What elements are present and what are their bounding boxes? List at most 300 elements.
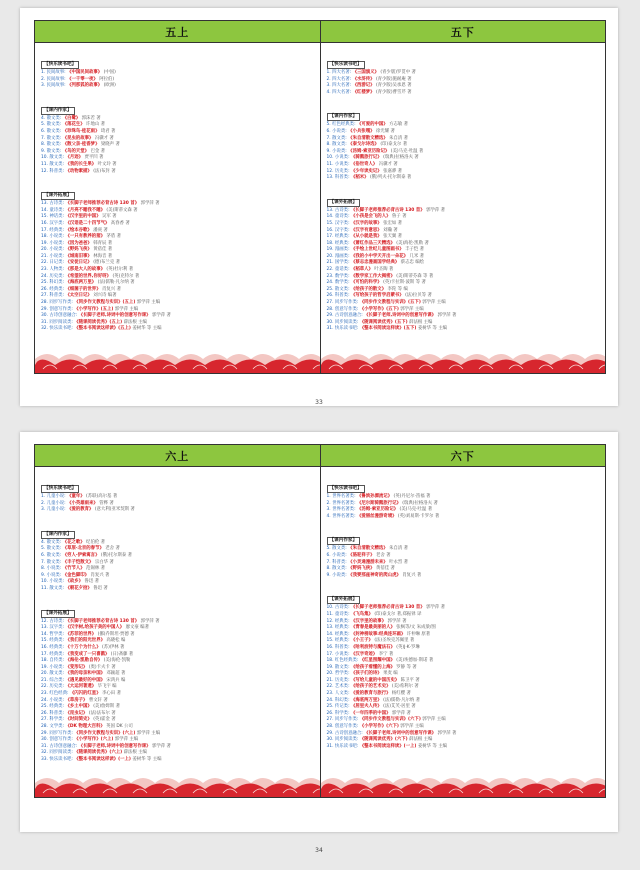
book-title: 《小英雄雨来》 (67, 500, 98, 506)
book-title: 《遇见最好的中国》 (65, 677, 105, 683)
book-title: 《给孩子看懂的上海》 (350, 664, 395, 670)
book-category: 小说类: (332, 572, 347, 578)
book-list-item (41, 553, 314, 560)
book-author: 薛法根 主编 (409, 319, 433, 325)
item-number: 18. (326, 240, 334, 246)
book-list-item (327, 553, 600, 560)
book-category: 汉字类: (334, 220, 350, 226)
book-author: 薛法根 主编 (123, 319, 147, 325)
book-list-item (41, 122, 314, 129)
book-title: 《可爱的中国》 (356, 122, 388, 128)
book-author: 郭学萍 著 (151, 743, 171, 749)
book-category: 散文类: (332, 546, 347, 552)
book-title: 《给孩子的散文》 (350, 286, 387, 292)
item-number: 2. (326, 76, 331, 82)
book-list-item (41, 494, 314, 501)
book-title: 《十万个为什么》 (65, 644, 101, 650)
book-author: (美)海伦·凯勒 (103, 658, 131, 664)
book-category: 小说类: (332, 128, 347, 134)
book-author: 宗白华 著 (94, 559, 114, 565)
book-author: (青少版)罗贯中 著 (380, 70, 416, 75)
book-title: 《居里夫人传》 (350, 704, 382, 710)
item-number: 9. (41, 572, 46, 578)
book-title: 《小学写作》(六下) (359, 724, 399, 730)
book-category: 同步阅读类: (334, 737, 359, 743)
book-author: (美)詹姆斯 著 (93, 704, 120, 710)
book-list-item (327, 658, 600, 665)
book-title: 《我的母亲和中国》 (65, 671, 105, 677)
grade-column (320, 445, 606, 797)
book-title: 《童年》 (67, 494, 85, 499)
section-title: 【课内作家】 (41, 107, 75, 115)
item-number: 15. (41, 214, 48, 220)
book-category: 散文类: (46, 148, 62, 154)
book-list-item (327, 122, 600, 129)
book-title: 《安徒日记》 (65, 260, 92, 266)
book-title: 《野妈飞侠》 (348, 566, 375, 572)
book-author: 阿拉伯) (99, 76, 115, 82)
section-title: 【课外拓展】 (41, 192, 75, 200)
book-author: (德)布兰克 著 (93, 260, 120, 266)
book-category: 同步写作类: (49, 730, 73, 736)
item-number: 27. (326, 717, 334, 723)
book-author: 郭学萍 主编 (136, 730, 161, 736)
book-category: 科普类: (49, 293, 65, 299)
book-title: 《随课阅读优秀》(六下) (359, 737, 408, 743)
book-category: 散文类: (46, 546, 62, 552)
book-category: 古诗创意融合: (49, 313, 78, 319)
section-title: 【快乐读书吧】 (41, 61, 79, 69)
list-section (327, 585, 600, 750)
book-title: 《穷人·伊索寓言》 (62, 552, 100, 558)
item-number: 10. (326, 605, 334, 611)
book-title: 《我们的阳光世界》 (65, 638, 105, 644)
item-number: 30. (41, 737, 48, 743)
book-list-item (327, 280, 600, 287)
book-title: 《时间简史》 (65, 717, 92, 723)
book-title: 《昆虫的故事》 (62, 135, 94, 141)
book-category: 四大名著: (332, 89, 352, 95)
book-category: 散文类: (46, 135, 62, 141)
item-number: 32. (41, 750, 48, 756)
book-category: 历史类: (49, 684, 65, 690)
book-list-item (41, 757, 314, 764)
book-list-item (327, 638, 600, 645)
item-number: 13. (41, 625, 48, 631)
book-author: (瑞典)拉格洛夫 著 (383, 155, 419, 161)
item-number: 30. (326, 737, 334, 743)
book-title: 《萧红作品三天精选》 (350, 240, 395, 246)
book-title: 《三国演义》 (352, 70, 379, 75)
book-category: 小说类: (49, 240, 65, 246)
book-author: 郭学萍 主编 (114, 306, 139, 312)
item-number: 10. (41, 155, 48, 161)
book-title: 《小孩是会飞的人》 (350, 214, 391, 220)
item-number: 1. (326, 70, 331, 75)
book-list-item (41, 645, 314, 652)
item-number: 7. (326, 135, 331, 141)
item-number: 12. (41, 618, 48, 624)
item-number: 27. (41, 293, 48, 299)
item-number: 24. (41, 273, 48, 279)
book-category: 经典类: (49, 638, 65, 644)
book-author: 廖文豪 编著 (125, 625, 149, 631)
book-title: 《长脚子老师推荐必背古诗 130 首》 (65, 201, 140, 207)
item-number: 1. (41, 70, 46, 75)
book-author: 鲁迅 著 (84, 579, 100, 585)
item-number: 23. (41, 267, 48, 273)
book-category: 历史类: (334, 168, 350, 174)
item-number: 3. (41, 83, 46, 89)
book-author: 琦君 著 (100, 128, 116, 134)
book-title: 《整本书阅读这样读》(一上) (74, 757, 131, 762)
list-section (327, 526, 600, 579)
book-title: 《随课阅读优秀》(五下) (359, 319, 408, 325)
book-category: 散文类: (49, 585, 65, 591)
item-number: 22. (326, 684, 334, 690)
book-author: 贾平凹 著 (84, 155, 104, 161)
book-category: 童诗类: (334, 611, 350, 617)
grade-column (35, 445, 320, 797)
book-list-item (41, 70, 314, 77)
book-title: 《汉字树,给孩子美的中国人》 (65, 625, 125, 631)
book-category: 哲学类: (49, 631, 65, 637)
book-author: (英)杜尔利 著 (106, 267, 134, 273)
book-list-item (327, 612, 600, 619)
book-title: 《骑鹅旅行记》 (350, 155, 382, 161)
book-title: 《一只有教养的猪》 (65, 234, 105, 240)
book-author: (青少版)施耐庵 著 (375, 76, 412, 82)
book-author: (美)海伦·凯勒 著 (396, 240, 429, 246)
item-number: 4. (326, 513, 331, 519)
book-author: 管桦 著 (99, 500, 114, 506)
book-list-item (41, 658, 314, 665)
book-category: 古诗类: (49, 201, 65, 207)
list-section (41, 474, 314, 514)
book-category: 同步阅读类: (334, 319, 359, 325)
book-author: (印)泰戈尔 著,郑振铎 译 (374, 611, 422, 617)
book-author: 肖复兴 著 (102, 286, 121, 292)
book-list-item (327, 221, 600, 228)
book-list-item (41, 737, 314, 744)
book-list-item (41, 129, 314, 136)
item-number: 31. (326, 743, 334, 749)
book-category: 童话类: (334, 267, 350, 273)
item-number: 10. (326, 155, 334, 161)
book-title: 《苏菲的世界》 (65, 631, 97, 637)
document-page (20, 432, 618, 854)
book-title: 《故乡》 (65, 579, 84, 585)
section-title: 【课外拓展】 (327, 596, 361, 604)
book-category: 快乐读书吧: (49, 326, 73, 332)
book-list-item (41, 625, 314, 632)
book-author: (欧洲) (103, 83, 116, 89)
column-body (35, 43, 320, 333)
item-number: 17. (326, 651, 334, 657)
item-number: 2. (41, 76, 46, 82)
book-list-item (327, 645, 600, 652)
book-title: 《同步作文教程与实训》(六下) (359, 717, 421, 723)
book-title: 《散父亲·桂香梦》 (62, 142, 100, 148)
book-list-item (327, 234, 600, 241)
book-author: (俄)托尔斯泰 著 (100, 552, 133, 558)
book-list-item (327, 605, 600, 612)
book-author: 方志敏 著 (389, 122, 409, 128)
book-list-item (327, 704, 600, 711)
book-title: 《鲁滨孙漂流记》 (356, 494, 393, 499)
book-title: 《整本书阅读这样读》(五上) (74, 326, 131, 332)
book-author: 郭学萍 主编 (422, 300, 446, 306)
book-list-item (327, 155, 600, 162)
book-list-item (41, 280, 314, 287)
book-author: 姜树华 等 主编 (417, 743, 447, 749)
book-category: 散文类: (49, 161, 65, 167)
item-number: 25. (326, 704, 334, 710)
book-list-item (41, 267, 314, 274)
book-category: 科幻类: (49, 280, 65, 286)
book-title: 《西游记》 (352, 83, 375, 89)
book-title: 《大运河著遗》 (65, 684, 97, 690)
item-number: 22. (41, 684, 48, 690)
section-title: 【课内作家】 (327, 113, 361, 121)
book-list-item (327, 70, 600, 77)
book-title: 《长脚子老师推荐必背古诗 130 首》 (65, 618, 140, 624)
item-number: 8. (326, 142, 331, 148)
grade-column (320, 21, 606, 373)
book-author: (英)霍金 著 (93, 717, 116, 723)
book-title: 《长脚子老师,诗词中的创意写作课》 (78, 743, 151, 749)
book-list-item (41, 704, 314, 711)
item-number: 8. (41, 566, 46, 572)
book-category: 四大名著: (332, 76, 352, 82)
book-category: 小说类: (46, 572, 62, 578)
book-title: 《DK 物理大百科》 (65, 724, 105, 730)
book-title: 《闪闪的红星》 (69, 691, 101, 697)
item-number: 32. (41, 326, 48, 332)
book-category: 小说类: (332, 148, 347, 154)
book-title: 《俗世奇人》 (350, 161, 378, 167)
book-title: 《昆虫记》 (65, 710, 88, 716)
book-author: (英)卡拉斯·波斯 等 著 (383, 280, 426, 286)
book-category: 漫画类: (334, 247, 350, 253)
book-list-item (327, 724, 600, 731)
book-title: 《哈利波特与魔法石》 (350, 644, 395, 650)
book-category: 散文类: (46, 142, 62, 148)
book-author: 朱自清 著 (389, 135, 409, 141)
item-number: 7. (41, 559, 46, 565)
book-author: 毕飞宇 编 (97, 684, 117, 690)
book-list-item (41, 201, 314, 208)
book-category: 红色经典: (49, 691, 69, 697)
book-category: 艺术类: (334, 684, 350, 690)
book-category: 历史类: (49, 273, 65, 279)
book-title: 《同步作文教程与实训》(五下) (359, 300, 421, 306)
book-category: 人物类: (49, 267, 65, 273)
item-number: 26. (326, 293, 334, 299)
book-title: 《泰戈尔诗选》 (348, 142, 379, 148)
book-title: 《孩子们的诗》 (350, 671, 382, 677)
book-author: 茅盾 著 (106, 234, 121, 240)
item-number: 6. (326, 128, 331, 134)
grade-header: 五下 (321, 21, 606, 43)
item-number: 21. (41, 677, 48, 683)
book-category: 散文类: (46, 559, 62, 565)
book-author: (挪)乔斯坦·贾德 著 (97, 631, 135, 637)
item-number: 17. (41, 651, 48, 657)
book-list-item (41, 247, 314, 254)
book-author: (意大利)亚米契斯 著 (94, 507, 135, 513)
book-title: 《蔡志忠漫画国学经典》 (350, 260, 400, 266)
section-title: 【快乐读书吧】 (327, 485, 365, 493)
book-list-item (327, 671, 600, 678)
book-category: 数学类: (334, 280, 350, 286)
book-list-item (41, 162, 314, 169)
item-number: 19. (41, 664, 48, 670)
item-number: 11. (41, 161, 48, 167)
book-title: 《整本书阅读这样读》(一上) (359, 743, 417, 749)
book-title: 《封神榜故事:经典连环画》 (350, 631, 406, 637)
book-category: 经典类: (334, 631, 350, 637)
book-title: 《小王子》 (350, 638, 373, 644)
book-category: 传记类: (334, 704, 350, 710)
book-author: 林海音 著 (93, 253, 113, 259)
book-list-item (327, 546, 600, 553)
book-author: (法)圣埃克苏佩里 著 (374, 638, 415, 644)
book-title: 《海底两万里》 (350, 697, 382, 703)
item-number: 27. (41, 717, 48, 723)
book-author: 郭学萍 著 (140, 201, 160, 207)
item-number: 15. (41, 638, 48, 644)
book-author: 郭学萍 著 (426, 605, 446, 611)
book-title: 《小学写作》(六上) (74, 737, 114, 743)
book-title: 《金色脚印》 (62, 572, 90, 578)
book-category: 经典类: (334, 234, 350, 240)
item-number: 4. (41, 539, 46, 545)
item-number: 18. (326, 658, 334, 664)
item-number: 26. (41, 710, 48, 716)
book-category: 儿童小说: (46, 494, 66, 499)
book-author: 郭学萍 著 (151, 313, 171, 319)
book-category: 世界名著类: (332, 513, 356, 519)
book-author: 郭学萍 主编 (136, 300, 161, 306)
book-category: 经典类: (49, 644, 65, 650)
book-category: 小说类: (334, 161, 350, 167)
book-title: 《长脚子老师,诗词中的创意写作课》 (364, 730, 437, 736)
book-author: 潘庚 著 (93, 227, 108, 233)
book-category: 红色经典类: (332, 122, 356, 128)
book-author: 薛法根 主编 (409, 737, 433, 743)
grade-column (35, 21, 320, 373)
book-list-item (327, 162, 600, 169)
book-author: 李陀 等 编 (387, 286, 408, 292)
book-list-item (327, 83, 600, 90)
item-number: 12. (41, 168, 48, 174)
item-number: 30. (41, 313, 48, 319)
book-title: 《写给儿童的中国历史》 (350, 677, 400, 683)
book-author: (法)拉贝等 著 (405, 293, 432, 299)
book-title: 《小兵张嘎》 (348, 128, 375, 134)
book-category: 人文类: (334, 691, 350, 697)
book-category: 创意写作类: (334, 306, 359, 312)
book-category: 科普类: (334, 644, 350, 650)
book-category: 小说类: (46, 566, 62, 572)
book-category: 世界名著类: (332, 507, 356, 513)
book-category: 科普类: (49, 710, 65, 716)
item-number: 24. (41, 697, 48, 703)
book-author: (英)丹尼尔·笛福 著 (393, 494, 431, 499)
item-number: 29. (41, 306, 48, 312)
book-category: 小说类: (49, 234, 65, 240)
book-category: 散文类: (334, 286, 350, 292)
list-section (327, 102, 600, 181)
book-title: 《海伦·凯勒自传》 (65, 658, 103, 664)
book-author: (苏联)高尔基 著 (86, 494, 118, 499)
book-author: 高晓松 编 (106, 638, 126, 644)
book-title: 《可怕的科学》 (350, 280, 382, 286)
item-number: 26. (41, 286, 48, 292)
item-number: 30. (326, 319, 334, 325)
book-list-item (327, 691, 600, 698)
book-category: 散文类: (46, 128, 62, 134)
book-category: 古诗创意融合: (334, 313, 363, 319)
book-category: 快乐读书吧: (49, 757, 73, 762)
item-number: 3. (326, 83, 331, 89)
book-title: 《汉语是二十四节气》 (65, 220, 110, 226)
book-category: 小说类: (49, 247, 65, 253)
item-number: 11. (326, 611, 334, 617)
book-author: 张天翼 著 (383, 234, 403, 240)
item-number: 29. (41, 730, 48, 736)
book-title: 《月亮不睡我不睡》 (65, 207, 105, 213)
book-category: 同步阅读类: (49, 750, 73, 756)
book-list-item (41, 155, 314, 162)
book-title: 《小灵通漫游未来》 (348, 559, 388, 565)
book-author: (法)儒勒·凡尔纳 著 (97, 280, 135, 286)
book-list-item (327, 507, 600, 514)
book-author: (奥)卡夫卡 著 (88, 664, 116, 670)
book-author: 冯骥才 著 (94, 135, 114, 141)
book-title: 《汤姆·索亚历险记》 (356, 507, 399, 513)
book-title: 《竹节人》 (62, 566, 85, 572)
book-author: 郭沫若 著 (81, 115, 101, 121)
book-author: 张枫等/文 朱成梁/图 (396, 625, 436, 631)
book-title: 《一年四季的中国》 (350, 710, 391, 716)
book-category: 汉字类: (49, 220, 65, 226)
book-author: 郭学萍 著 (437, 313, 457, 319)
item-number: 21. (41, 253, 48, 259)
item-number: 29. (326, 313, 334, 319)
item-number: 20. (326, 253, 334, 259)
book-category: 散文类: (46, 115, 62, 121)
book-list-item (327, 142, 600, 149)
grade-header: 五上 (35, 21, 320, 43)
book-author: 邓颖超 著 (106, 671, 126, 677)
book-category: 小说类: (334, 155, 350, 161)
book-author: 老舍 著 (375, 552, 391, 558)
book-category: 散文类: (46, 539, 62, 545)
book-title: 《飞鸟集》 (350, 611, 373, 617)
list-section (327, 188, 600, 333)
section-title: 【快乐读书吧】 (327, 61, 365, 69)
book-author: 高春香 著 (110, 220, 130, 226)
book-list-item (327, 90, 600, 97)
book-list-item (41, 586, 314, 593)
book-list-item (327, 175, 600, 182)
book-category: 科普类: (332, 559, 347, 565)
item-number: 16. (41, 220, 48, 226)
book-category: 国学类: (334, 260, 350, 266)
book-category: 哲学类: (334, 671, 350, 677)
